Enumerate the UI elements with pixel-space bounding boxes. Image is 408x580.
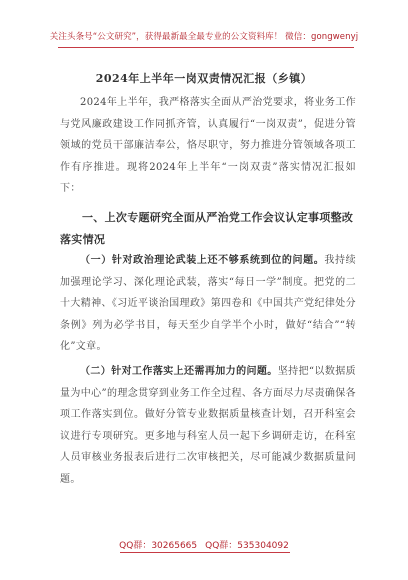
item-2-text: 坚持把“以数据质量为中心”的理念贯穿到业务工作全过程、各方面尽力尽责确保各项工作落实到位。做好分管专业数据质量核查计划，召开科室会议进行专项研究。更多地与科室人员一起下乡调研走访，在科室人员审核业务报表后进行二次审核把关，尽可能减少数据质量问题。: [60, 366, 356, 485]
item-1-lead: （一）针对政治理论武装上还不够系统到位的问题。: [80, 255, 325, 266]
footer-qq-2: QQ群：535304092: [205, 541, 289, 551]
header-notice: 关注头条号“公文研究”，获得最新最全最专业的公文资料库！ 微信：gongwenyj: [49, 32, 359, 42]
footer-notice: [0, 538, 408, 551]
item-1-paragraph: [60, 250, 356, 358]
section-heading-1: 一、上次专题研究全面从严治党工作会议认定事项整改落实情况: [60, 211, 354, 246]
item-2-lead: （二）针对工作落实上还需再加力的问题。: [80, 366, 278, 377]
item-2-paragraph: [60, 361, 356, 490]
header-divider: [58, 47, 354, 48]
footer-qq-1: QQ群：30265665: [119, 541, 198, 551]
footer-divider: [120, 552, 290, 553]
intro-paragraph: 2024年上半年，我严格落实全面从严治党要求，将业务工作与党风廉政建设工作同抓齐管，认真履行“一岗双责”，促进分管领域的党员干部廉洁奉公，恪尽职守，努力推进分管领域各项工作有序推进。现将2024年上半年“一岗双责”落实情况汇报如下：: [60, 97, 356, 194]
item-1-text: 我持续加强理论学习、深化理论武装，落实“每日一学”制度。把党的二十大精神、《习近平谈治国理政》第四卷和《中国共产党纪律处分条例》列为必学书目，每天至少自学半个小时，做好“结合”“转化”文章。: [60, 255, 356, 352]
document-title: 2024年上半年一岗双责情况汇报（乡镇）: [95, 72, 313, 85]
